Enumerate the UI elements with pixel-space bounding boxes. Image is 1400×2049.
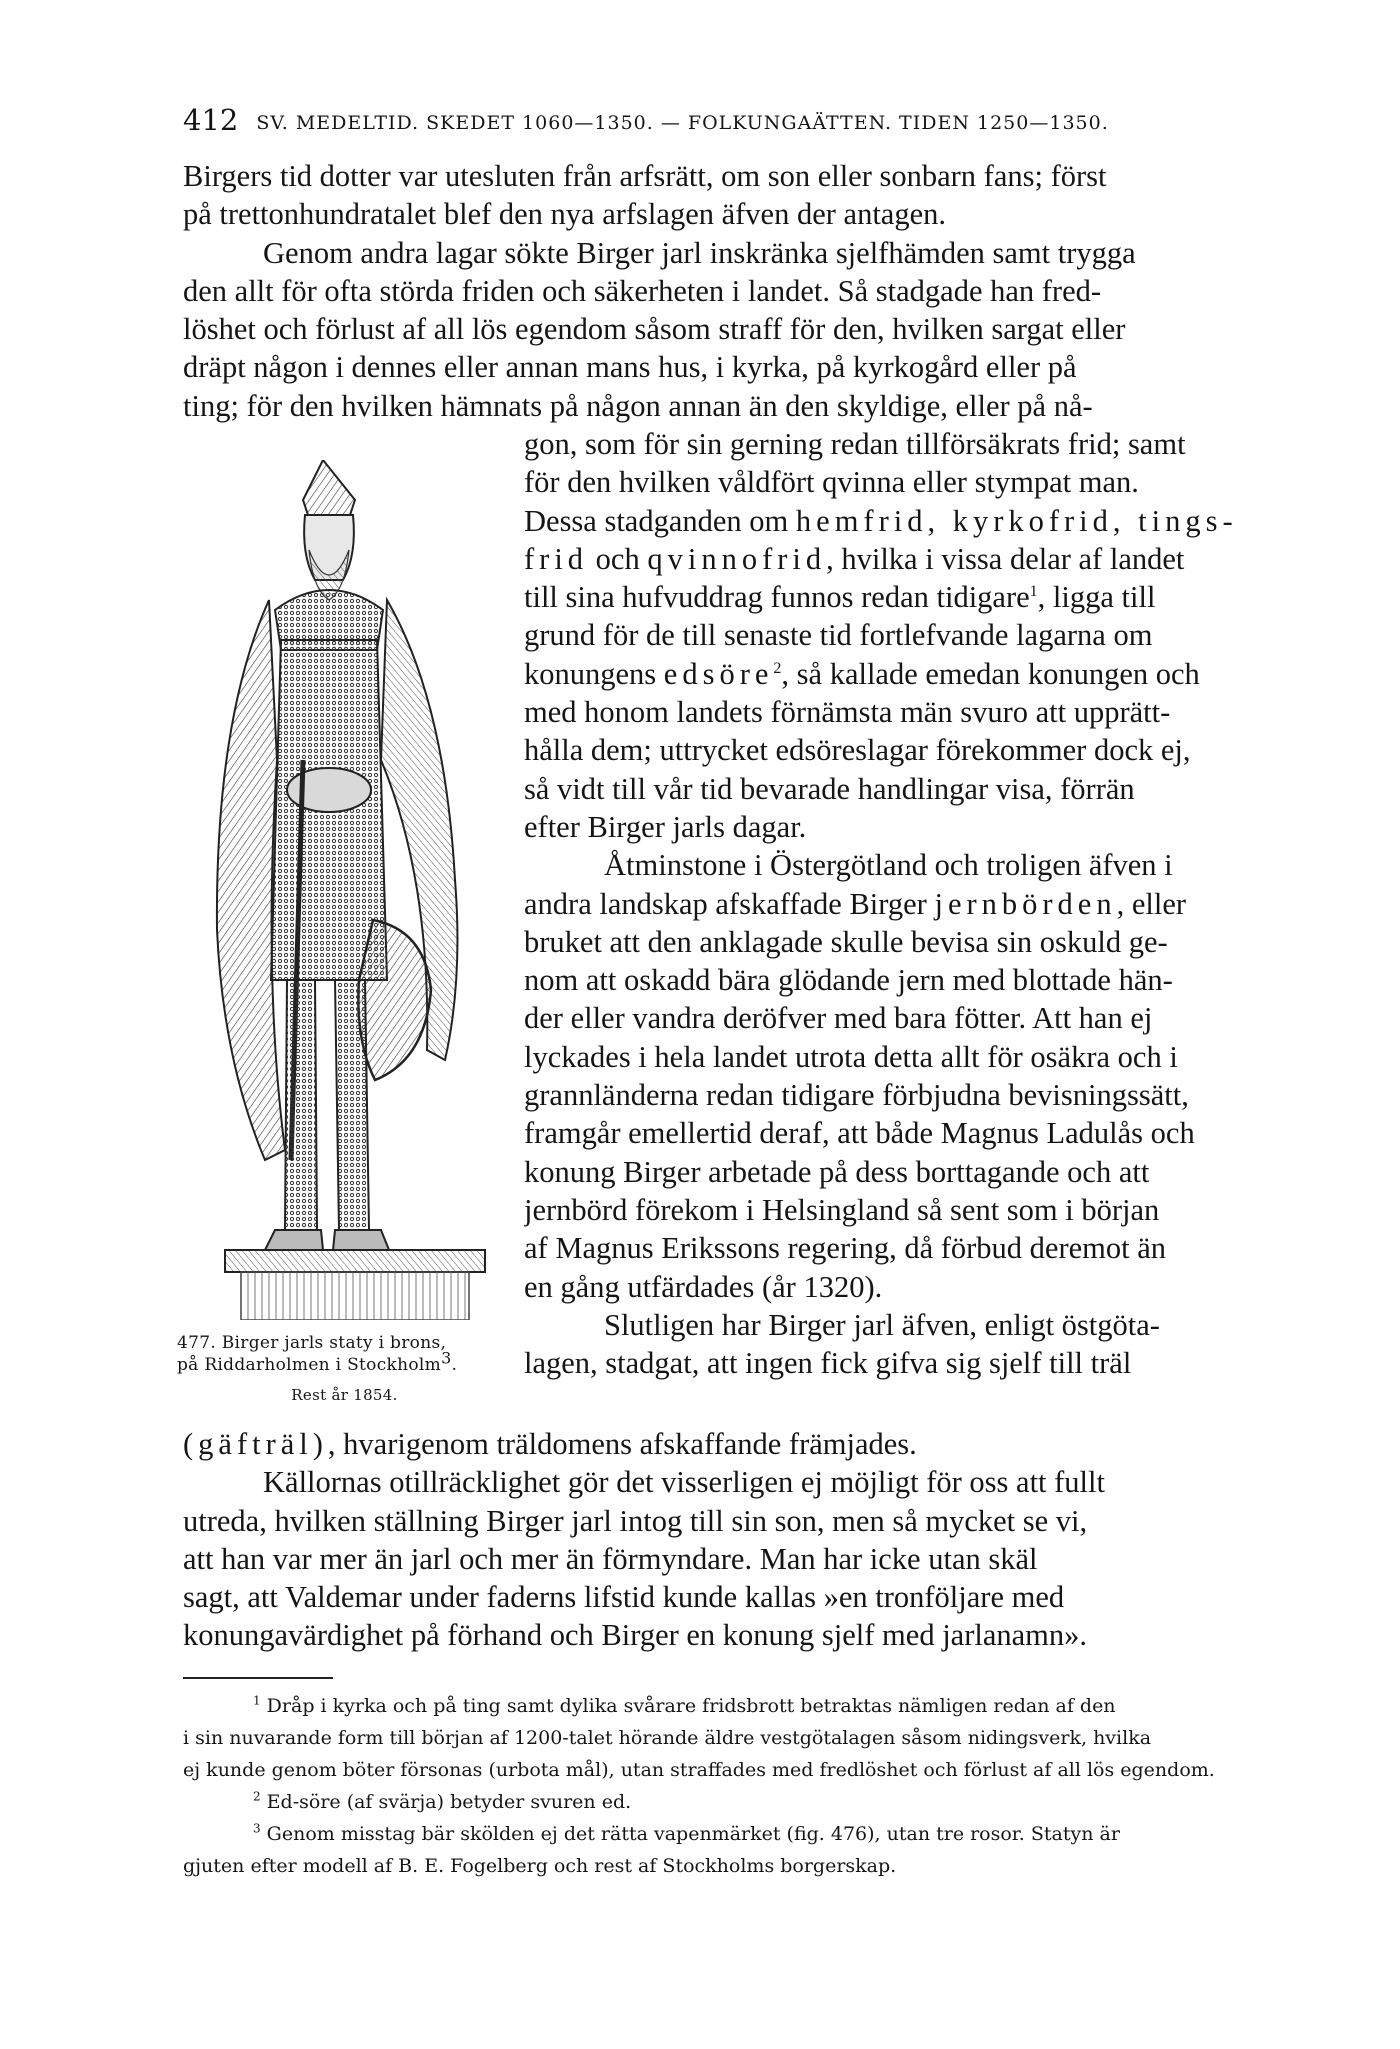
- footnote-line: ej kunde genom böter försonas (urbota mål), utan straffades med fredlöshet och förlust af all lös egendom.: [183, 1759, 1215, 1781]
- text-line: dräpt någon i dennes eller annan mans hus, i kyrka, på kyrkogård eller på: [183, 350, 1077, 385]
- pedestal-base: [241, 1272, 469, 1320]
- text-line: jernbörd förekom i Helsingland så sent som i början: [524, 1192, 1160, 1227]
- text-line: [524, 655, 1318, 693]
- spaced-term: qvinnofrid: [647, 541, 827, 576]
- text-line: grund för de till senaste tid fortlefvande lagarna om: [524, 618, 1153, 653]
- text-line: [524, 502, 1318, 540]
- footnote-mark: 3: [253, 1821, 261, 1836]
- caption-line: Rest år 1854.: [291, 1386, 398, 1404]
- text-run: andra landskap afskaffade Birger: [524, 886, 935, 921]
- figure-caption: [177, 1332, 512, 1406]
- spaced-term: (gäfträl): [183, 1427, 328, 1461]
- footnote-ref: 3: [441, 1348, 452, 1368]
- spaced-term: jernbörden: [934, 886, 1117, 921]
- text-line: lagen, stadgat, att ingen fick gifva sig sjelf till träl: [524, 1346, 1132, 1381]
- text-line: efter Birger jarls dagar.: [524, 809, 807, 844]
- text-line: löshet och förlust af all lös egendom såsom straff för den, hvilken sargat eller: [183, 312, 1126, 347]
- text-line: [524, 885, 1318, 923]
- footnote-text: Genom misstag bär skölden ej det rätta vapenmärket (fig. 476), utan tre rosor. Statyn är: [260, 1823, 1120, 1845]
- text-line: grannländerna redan tidigare förbjudna bevisningssätt,: [524, 1078, 1189, 1113]
- text-run: , eller: [1116, 886, 1187, 921]
- text-line: [524, 578, 1318, 616]
- text-line: konungavärdighet på förhand och Birger en konung sjelf med jarlanamn».: [183, 1618, 1088, 1653]
- caption-text: på Riddarholmen i Stockholm: [177, 1355, 442, 1375]
- text-line: gon, som för sin gerning redan tillförsäkrats frid; samt: [524, 427, 1186, 461]
- text-line: en gång utfärdades (år 1320).: [524, 1269, 883, 1304]
- helmet-shape: [303, 460, 355, 518]
- footnote-ref: 2: [773, 659, 782, 677]
- text-line: [524, 846, 1318, 884]
- caption-line: 477. Birger jarls staty i brons,: [177, 1333, 447, 1353]
- footnote-line: i sin nuvarande form till början af 1200-talet hörande äldre vestgötalagen såsom nidingsverk, hvilka: [183, 1727, 1152, 1749]
- footnote-divider: [183, 1677, 333, 1679]
- text-run: , hvarigenom träldomens afskaffande främjades.: [327, 1427, 917, 1461]
- footnote-text: Dråp i kyrka och på ting samt dylika svårare fridsbrott betraktas nämligen redan af den: [260, 1695, 1116, 1717]
- right-column-text: [524, 425, 1318, 1382]
- footnote-1: [183, 1690, 1318, 1722]
- paragraph-start: Slutligen har Birger jarl äfven, enligt östgöta-: [604, 1307, 1160, 1342]
- text-line: att han var mer än jarl och mer än förmyndare. Man har icke utan skäl: [183, 1541, 1038, 1576]
- text-line: der eller vandra deröfver med bara fötter. Att han ej: [524, 1001, 1153, 1036]
- bottom-text-block: [183, 1425, 1318, 1655]
- text-line: ting; för den hvilken hämnats på någon annan än den skyldige, eller på nå-: [183, 388, 1093, 423]
- text-run: och: [588, 541, 648, 576]
- text-line: på trettonhundratalet blef den nya arfslagen äfven der antagen.: [183, 197, 946, 232]
- footnote-mark: 2: [253, 1789, 261, 1804]
- text-run: Dessa stadganden om: [524, 503, 796, 538]
- running-header: [183, 103, 1318, 139]
- text-run: , hvilka i vissa delar af landet: [826, 541, 1185, 576]
- footnote-ref: 1: [1029, 583, 1038, 601]
- text-line: lyckades i hela landet utrota detta allt för osäkra och i: [524, 1039, 1178, 1074]
- text-run: konungens: [524, 656, 664, 691]
- text-line: konung Birger arbetade på dess borttagande och att: [524, 1154, 1150, 1189]
- statue-illustration: [205, 460, 505, 1320]
- text-line: bruket att den anklagade skulle bevisa sin oskuld ge-: [524, 924, 1168, 959]
- text-line: [524, 1306, 1318, 1344]
- footnotes: [183, 1690, 1318, 1882]
- text-line: för den hvilken våldfört qvinna eller stympat man.: [524, 465, 1139, 500]
- spaced-term: frid: [524, 541, 589, 576]
- paragraph-start: Åtminstone i Östergötland och troligen äfven i: [604, 848, 1173, 883]
- text-line: med honom landets förnämsta män svuro att upprätt-: [524, 695, 1171, 730]
- text-line: den allt för ofta störda friden och säkerheten i landet. Så stadgade han fred-: [183, 273, 1102, 308]
- spaced-term: hemfrid, kyrkofrid, tings-: [795, 503, 1238, 538]
- text-run: , ligga till: [1037, 580, 1156, 615]
- footnote-mark: 1: [253, 1693, 261, 1708]
- caption-line: [177, 1348, 512, 1376]
- text-line: [183, 1425, 1318, 1463]
- text-line: utreda, hvilken ställning Birger jarl intog till sin son, men så mycket se vi,: [183, 1503, 1088, 1538]
- text-line: framgår emellertid deraf, att både Magnus Ladulås och: [524, 1116, 1195, 1151]
- text-run: till sina hufvuddrag funnos redan tidigare: [524, 580, 1030, 615]
- footnote-2: [183, 1786, 1318, 1818]
- text-line: [183, 1463, 1318, 1501]
- spaced-term: edsöre: [663, 656, 774, 691]
- text-line: [183, 234, 1318, 272]
- footnote-3: [183, 1818, 1318, 1850]
- text-line: Birgers tid dotter var utesluten från arfsrätt, om son eller sonbarn fans; först: [183, 159, 1107, 193]
- caption-text: .: [451, 1355, 458, 1375]
- text-line: så vidt till vår tid bevarade handlingar visa, förrän: [524, 771, 1135, 806]
- page-number: 412: [183, 103, 239, 137]
- text-run: , så kallade emedan konungen och: [781, 656, 1200, 691]
- text-line: nom att oskadd bära glödande jern med blottade hän-: [524, 963, 1173, 998]
- paragraph-start: Genom andra lagar sökte Birger jarl inskränka sjelfhämden samt trygga: [263, 235, 1136, 270]
- running-title: SV. MEDELTID. SKEDET 1060—1350. — FOLKUNGAÄTTEN. TIDEN 1250—1350.: [256, 112, 1109, 134]
- paragraph-start: Källornas otillräcklighet gör det visserligen ej möjligt för oss att fullt: [263, 1465, 1105, 1500]
- footnote-text: Ed-söre (af svärja) betyder svuren ed.: [260, 1791, 632, 1813]
- footnote-line: gjuten efter modell af B. E. Fogelberg och rest af Stockholms borgerskap.: [183, 1855, 897, 1877]
- text-line: [524, 540, 1318, 578]
- pedestal-top: [225, 1250, 485, 1272]
- text-line: sagt, att Valdemar under faderns lifstid kunde kallas »en tronföljare med: [183, 1580, 1065, 1615]
- top-text-block: [183, 157, 1318, 425]
- text-line: af Magnus Erikssons regering, då förbud deremot än: [524, 1231, 1167, 1266]
- text-line: hålla dem; uttrycket edsöreslagar förekommer dock ej,: [524, 733, 1191, 768]
